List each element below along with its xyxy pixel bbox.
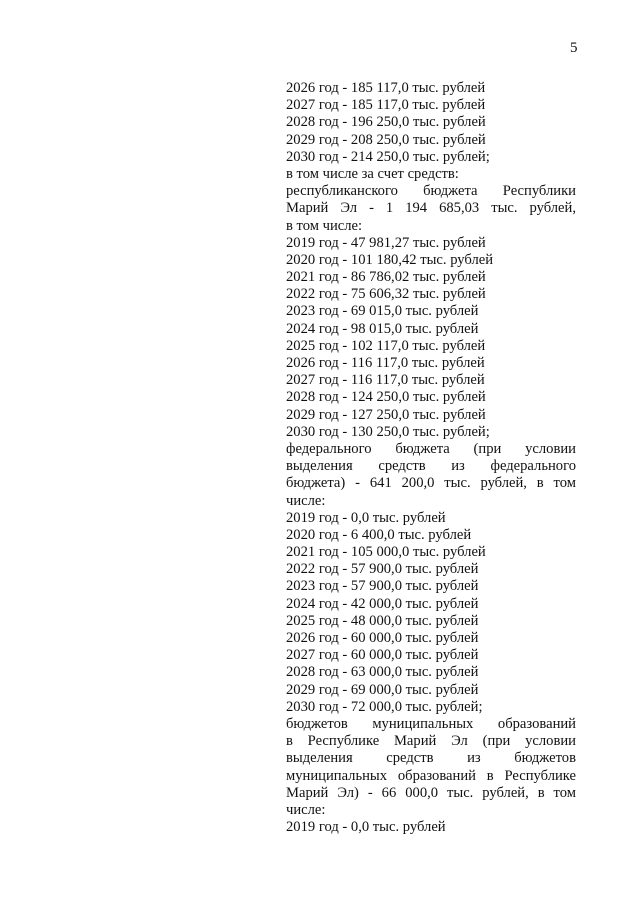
text-line: 2024 год - 42 000,0 тыс. рублей	[286, 595, 479, 612]
text-line: в Республике Марий Эл (при условии	[286, 733, 576, 750]
text-line: Марий Эл - 1 194 685,03 тыс. рублей,	[286, 200, 576, 217]
text-line: муниципальных образований в Республике	[286, 767, 576, 784]
text-line: 2027 год - 60 000,0 тыс. рублей	[286, 647, 479, 664]
text-line: 2022 год - 75 606,32 тыс. рублей	[286, 286, 486, 303]
text-line: федерального бюджета (при условии	[286, 440, 576, 457]
text-line: числе:	[286, 492, 326, 509]
text-line: бюджета) - 641 200,0 тыс. рублей, в том	[286, 475, 576, 492]
text-line: 2026 год - 185 117,0 тыс. рублей	[286, 80, 486, 96]
page-number: 5	[570, 40, 578, 56]
text-line: 2019 год - 0,0 тыс. рублей	[286, 819, 446, 836]
text-line: 2028 год - 63 000,0 тыс. рублей	[286, 664, 479, 681]
text-line: выделения средств из бюджетов	[286, 750, 576, 767]
text-line: республиканского бюджета Республики	[286, 183, 576, 200]
text-line: в том числе за счет средств:	[286, 165, 459, 182]
text-line: выделения средств из федерального	[286, 458, 576, 475]
text-line: 2030 год - 130 250,0 тыс. рублей;	[286, 423, 490, 440]
text-line: 2029 год - 69 000,0 тыс. рублей	[286, 681, 479, 698]
document-body	[286, 80, 576, 836]
text-line: 2021 год - 105 000,0 тыс. рублей	[286, 544, 486, 561]
text-line: 2019 год - 0,0 тыс. рублей	[286, 509, 446, 526]
text-line: Марий Эл) - 66 000,0 тыс. рублей, в том	[286, 784, 576, 801]
text-line: 2028 год - 196 250,0 тыс. рублей	[286, 114, 486, 131]
text-line: 2020 год - 6 400,0 тыс. рублей	[286, 526, 472, 543]
text-line: бюджетов муниципальных образований	[286, 715, 576, 732]
text-line: 2023 год - 69 015,0 тыс. рублей	[286, 303, 479, 320]
text-line: 2030 год - 214 250,0 тыс. рублей;	[286, 148, 490, 165]
text-line: в том числе:	[286, 217, 363, 234]
text-line: 2029 год - 127 250,0 тыс. рублей	[286, 406, 486, 423]
text-line: 2023 год - 57 900,0 тыс. рублей	[286, 578, 479, 595]
text-line: 2022 год - 57 900,0 тыс. рублей	[286, 561, 479, 578]
text-line: 2020 год - 101 180,42 тыс. рублей	[286, 251, 494, 268]
text-line: 2029 год - 208 250,0 тыс. рублей	[286, 131, 486, 148]
text-line: числе:	[286, 801, 326, 818]
text-line: 2026 год - 60 000,0 тыс. рублей	[286, 630, 479, 646]
text-line: 2025 год - 48 000,0 тыс. рублей	[286, 612, 479, 629]
text-line: 2028 год - 124 250,0 тыс. рублей	[286, 389, 486, 406]
text-line: 2025 год - 102 117,0 тыс. рублей	[286, 337, 486, 354]
text-line: 2021 год - 86 786,02 тыс. рублей	[286, 269, 486, 286]
text-line: 2019 год - 47 981,27 тыс. рублей	[286, 234, 486, 251]
text-line: 2027 год - 185 117,0 тыс. рублей	[286, 97, 486, 114]
text-line: 2030 год - 72 000,0 тыс. рублей;	[286, 698, 483, 715]
text-line: 2024 год - 98 015,0 тыс. рублей	[286, 320, 479, 337]
text-line: 2026 год - 116 117,0 тыс. рублей	[286, 355, 485, 371]
text-line: 2027 год - 116 117,0 тыс. рублей	[286, 372, 485, 389]
